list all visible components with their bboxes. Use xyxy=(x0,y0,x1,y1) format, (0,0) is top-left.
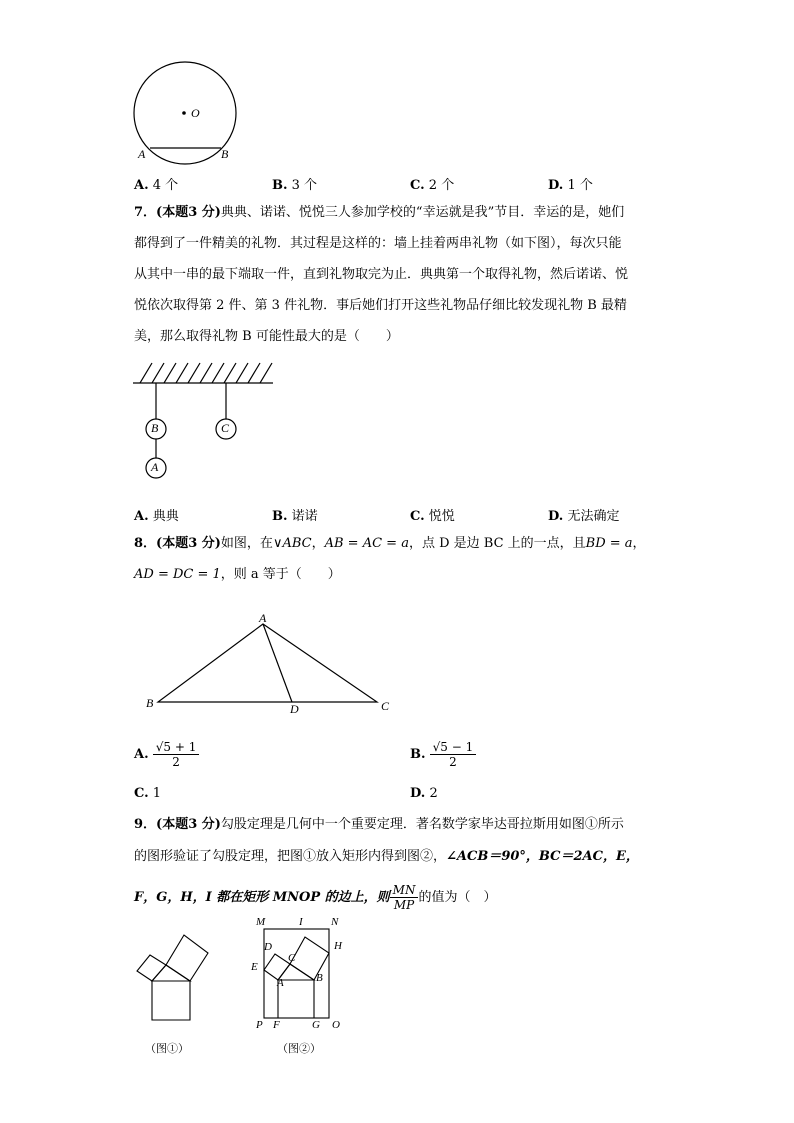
q7-option-a-key: A. xyxy=(134,509,149,524)
ball-a-label: A xyxy=(151,460,159,474)
q9-tag: (本题3 分) xyxy=(156,817,221,832)
label-o: O xyxy=(191,106,200,120)
fig2-label-d: D xyxy=(264,941,272,953)
q7-line-4: 悦依次取得第 2 件、第 3 件礼物．事后她们打开这些礼物品仔细比较发现礼物 B 最精 xyxy=(134,298,627,313)
q7-option-a-text: 典典 xyxy=(152,509,179,524)
fig2-label-f: F xyxy=(273,1019,280,1031)
q6-option-a-key: A. xyxy=(134,178,149,193)
q8-option-a-numerator: √5 + 1 xyxy=(153,740,200,755)
q8-text-1d: ， xyxy=(632,536,646,551)
q8-option-c-key: C. xyxy=(134,786,149,801)
q7-option-d-key: D. xyxy=(548,509,564,524)
q8-tag: (本题3 分) xyxy=(156,536,221,551)
q9-text-1: 勾股定理是几何中一个重要定理．著名数学家毕达哥拉斯用如图①所示 xyxy=(220,817,624,832)
q8-option-a-key: A. xyxy=(134,747,149,762)
figure-1-caption: （图①） xyxy=(145,1042,189,1055)
q6-option-c-text: 2 个 xyxy=(428,178,455,193)
fig2-label-a: A xyxy=(277,977,284,989)
q7-option-b-text: 诺诺 xyxy=(291,509,318,524)
tri-label-c: C xyxy=(381,699,390,713)
fig2-label-m: M xyxy=(256,916,266,928)
q6-option-b-key: B. xyxy=(272,178,288,193)
q6-option-a-text: 4 个 xyxy=(152,178,179,193)
q9-text-2a: 的图形验证了勾股定理，把图①放入矩形内得到图②， xyxy=(134,849,447,864)
q8-eq-1: AB = AC = a xyxy=(324,536,409,551)
tri-label-b: B xyxy=(146,696,154,710)
fig2-label-n: N xyxy=(331,916,339,928)
q7-option-b-key: B. xyxy=(272,509,288,524)
q6-option-d-key: D. xyxy=(548,178,564,193)
q9-number: 9． xyxy=(134,817,157,832)
fig2-label-e: E xyxy=(251,961,258,973)
ball-c-label: C xyxy=(221,421,230,435)
q8-option-b-key: B. xyxy=(410,747,426,762)
fig2-square-large xyxy=(290,937,329,980)
fig2-label-o: O xyxy=(332,1019,340,1031)
q8-option-d-text: 2 xyxy=(429,786,438,801)
q8-option-a-denominator: 2 xyxy=(172,755,180,769)
q6-option-b-text: 3 个 xyxy=(291,178,318,193)
q7-number: 7． xyxy=(134,205,157,220)
fig2-label-g: G xyxy=(312,1019,320,1031)
q8-text-2b: ，则 a 等于（ ） xyxy=(220,567,341,582)
ball-b-label: B xyxy=(151,421,159,435)
fig2-label-h: H xyxy=(334,940,342,952)
fig2-label-p: P xyxy=(256,1019,263,1031)
tri-label-d: D xyxy=(290,702,299,716)
q9-eq-1: ∠ACB＝90°，BC＝2AC xyxy=(446,849,603,864)
q7-option-c-text: 悦悦 xyxy=(428,509,455,524)
q8-text-1b: ， xyxy=(311,536,325,551)
q8-text-1a: 如图，在 xyxy=(220,536,273,551)
q6-option-c-key: C. xyxy=(410,178,425,193)
q8-option-d-key: D. xyxy=(410,786,426,801)
fig2-label-i: I xyxy=(299,916,303,928)
fig2-label-c: C xyxy=(288,952,296,964)
fig2-label-b: B xyxy=(316,972,323,984)
q7-text-1: 典典、诺诺、悦悦三人参加学校的“幸运就是我”节目．幸运的是，她们 xyxy=(220,205,625,220)
q7-line-5: 美，那么取得礼物 B 可能性最大的是（ ） xyxy=(134,329,399,344)
q9-ratio-numerator: MN xyxy=(390,883,419,898)
q7-line-3: 从其中一串的最下端取一件，直到礼物取完为止．典典第一个取得礼物，然后诺诺、悦 xyxy=(134,267,629,282)
tri-label-a: A xyxy=(259,611,267,625)
label-a: A xyxy=(138,147,146,161)
q7-option-d-text: 无法确定 xyxy=(567,509,620,524)
q7-option-c-key: C. xyxy=(410,509,425,524)
q9-text-3b: 的值为（ ） xyxy=(418,890,497,905)
q8-number: 8． xyxy=(134,536,157,551)
q9-ratio-denominator: MP xyxy=(393,898,415,912)
q6-option-d-text: 1 个 xyxy=(567,178,593,193)
q8-triangle: ∨ABC xyxy=(272,536,312,551)
q7-tag: (本题3 分) xyxy=(156,205,221,220)
q7-line-2: 都得到了一件精美的礼物．其过程是这样的：墙上挂着两串礼物（如下图），每次只能 xyxy=(134,236,622,251)
q8-text-1c: ，点 D 是边 BC 上的一点，且 xyxy=(408,536,586,551)
label-b: B xyxy=(221,147,229,161)
figure-2-caption: （图②） xyxy=(277,1042,321,1055)
q8-eq-2: BD = a xyxy=(585,536,633,551)
q8-option-b-denominator: 2 xyxy=(449,755,457,769)
q9-text-2b: ，E， xyxy=(602,849,639,864)
q8-option-c-text: 1 xyxy=(152,786,162,801)
q8-eq-3: AD = DC = 1 xyxy=(134,567,221,582)
q8-option-b-numerator: √5 − 1 xyxy=(430,740,477,755)
q9-text-3a: F，G，H，I 都在矩形 MNOP 的边上，则 xyxy=(134,890,390,905)
